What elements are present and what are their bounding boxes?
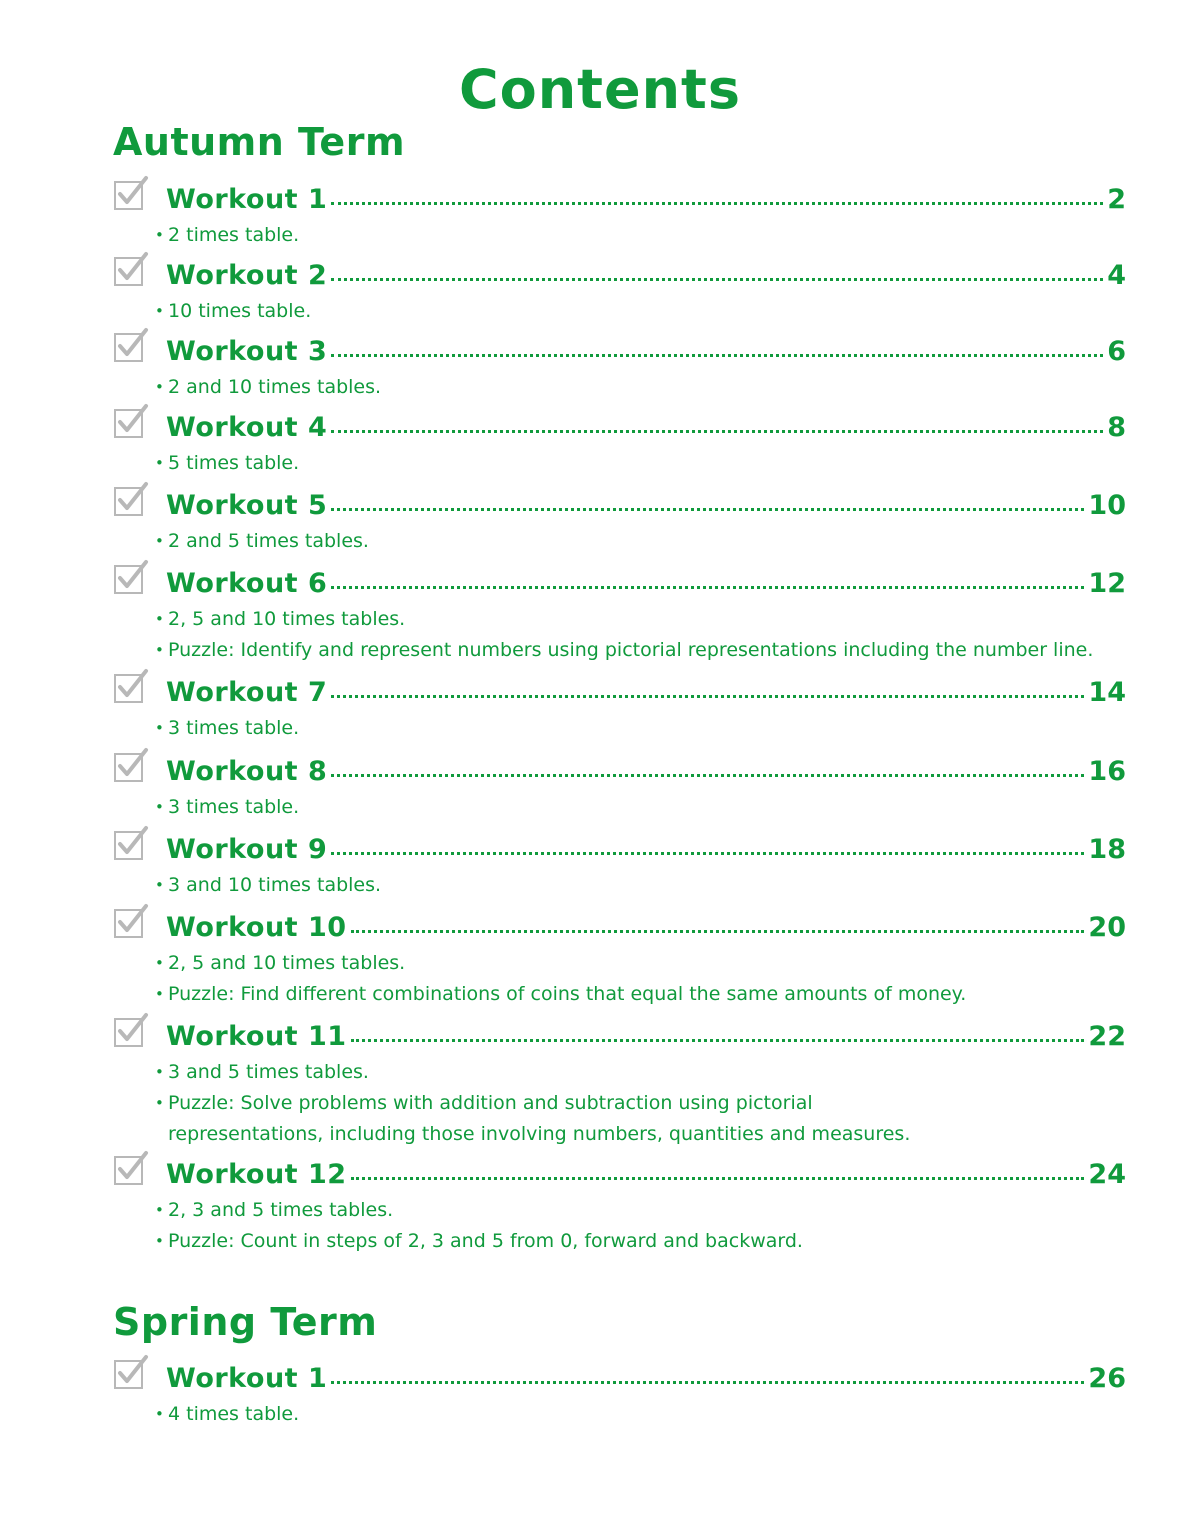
toc-entry[interactable] <box>113 486 1126 557</box>
workout-title: Workout 9 <box>166 834 328 865</box>
page-number: 20 <box>1088 912 1126 943</box>
topic-list <box>155 296 1126 327</box>
dot-leader <box>331 586 1084 589</box>
topic-list <box>155 448 1126 479</box>
workout-title: Workout 11 <box>166 1021 347 1052</box>
topic-item: • 4 times table. <box>155 1399 1126 1430</box>
workout-title: Workout 8 <box>166 756 328 787</box>
topic-item: • 2 and 10 times tables. <box>155 372 1126 403</box>
topic-list <box>155 870 1126 901</box>
topic-item: • Puzzle: Solve problems with addition and subtraction using pictorial representations, including those involving numbers, quantities and measures. <box>155 1088 948 1150</box>
dot-leader <box>331 1381 1084 1384</box>
topic-item: • 3 and 10 times tables. <box>155 870 1126 901</box>
checkbox-tick-icon[interactable] <box>113 1011 153 1051</box>
topic-item: • 2, 5 and 10 times tables. <box>155 604 1126 635</box>
toc-entry[interactable] <box>113 332 1126 403</box>
topic-list <box>155 1399 1126 1430</box>
page-number: 16 <box>1088 756 1126 787</box>
topic-item: • 5 times table. <box>155 448 1126 479</box>
toc-entry[interactable] <box>113 673 1126 744</box>
workout-title: Workout 6 <box>166 568 328 599</box>
topic-list <box>155 948 1126 1010</box>
topic-item: • 3 and 5 times tables. <box>155 1057 1126 1088</box>
toc-entry[interactable] <box>113 752 1126 823</box>
topic-item: • Puzzle: Identify and represent numbers using pictorial representations including the number line. <box>155 635 1126 666</box>
topic-item: • 2 and 5 times tables. <box>155 526 1126 557</box>
dot-leader <box>351 1039 1085 1042</box>
workout-title: Workout 3 <box>166 336 328 367</box>
checkbox-tick-icon[interactable] <box>113 402 153 442</box>
workout-title: Workout 1 <box>166 1363 328 1394</box>
toc-entry[interactable] <box>113 564 1126 666</box>
topic-list <box>155 792 1126 823</box>
workout-title: Workout 7 <box>166 677 328 708</box>
page-number: 12 <box>1088 568 1126 599</box>
page-number: 2 <box>1107 184 1126 215</box>
page-number: 26 <box>1088 1363 1126 1394</box>
topic-list <box>155 604 1126 666</box>
toc-entry[interactable] <box>113 408 1126 479</box>
topic-list <box>155 713 1126 744</box>
dot-leader <box>331 430 1103 433</box>
workout-title: Workout 12 <box>166 1159 347 1190</box>
topic-list <box>155 220 1126 251</box>
topic-list <box>155 1195 1126 1257</box>
toc-entry[interactable] <box>113 1359 1126 1430</box>
checkbox-tick-icon[interactable] <box>113 1149 153 1189</box>
page-number: 18 <box>1088 834 1126 865</box>
page-number: 22 <box>1088 1021 1126 1052</box>
toc-entry[interactable] <box>113 180 1126 251</box>
workout-title: Workout 10 <box>166 912 347 943</box>
workout-title: Workout 2 <box>166 260 328 291</box>
toc-entry[interactable] <box>113 1155 1126 1257</box>
topic-item: • 10 times table. <box>155 296 1126 327</box>
dot-leader <box>331 774 1084 777</box>
topic-item: • 2, 5 and 10 times tables. <box>155 948 1126 979</box>
dot-leader <box>331 695 1084 698</box>
topic-list <box>155 526 1126 557</box>
page-number: 8 <box>1107 412 1126 443</box>
dot-leader <box>331 354 1103 357</box>
dot-leader <box>351 930 1085 933</box>
dot-leader <box>331 852 1084 855</box>
checkbox-tick-icon[interactable] <box>113 667 153 707</box>
toc-entry[interactable] <box>113 830 1126 901</box>
topic-item: • 3 times table. <box>155 792 1126 823</box>
topic-item: • 2, 3 and 5 times tables. <box>155 1195 1126 1226</box>
page-number: 4 <box>1107 260 1126 291</box>
topic-item: • 2 times table. <box>155 220 1126 251</box>
workout-title: Workout 5 <box>166 490 328 521</box>
workout-title: Workout 1 <box>166 184 328 215</box>
topic-item: • Puzzle: Count in steps of 2, 3 and 5 from 0, forward and backward. <box>155 1226 1126 1257</box>
topic-item: • Puzzle: Find different combinations of coins that equal the same amounts of money. <box>155 979 1126 1010</box>
term-heading: Autumn Term <box>113 120 406 164</box>
workout-title: Workout 4 <box>166 412 328 443</box>
topic-list <box>155 372 1126 403</box>
dot-leader <box>331 202 1103 205</box>
checkbox-tick-icon[interactable] <box>113 746 153 786</box>
checkbox-tick-icon[interactable] <box>113 824 153 864</box>
dot-leader <box>331 508 1084 511</box>
checkbox-tick-icon[interactable] <box>113 250 153 290</box>
checkbox-tick-icon[interactable] <box>113 558 153 598</box>
page-number: 10 <box>1088 490 1126 521</box>
checkbox-tick-icon[interactable] <box>113 480 153 520</box>
checkbox-tick-icon[interactable] <box>113 174 153 214</box>
page-number: 6 <box>1107 336 1126 367</box>
page-number: 24 <box>1088 1159 1126 1190</box>
checkbox-tick-icon[interactable] <box>113 902 153 942</box>
topic-list <box>155 1057 1126 1150</box>
checkbox-tick-icon[interactable] <box>113 326 153 366</box>
toc-entry[interactable] <box>113 256 1126 327</box>
checkbox-tick-icon[interactable] <box>113 1353 153 1393</box>
dot-leader <box>351 1177 1085 1180</box>
toc-entry[interactable] <box>113 908 1126 1010</box>
term-heading: Spring Term <box>113 1300 378 1344</box>
page-title: Contents <box>458 58 741 121</box>
toc-entry[interactable] <box>113 1017 1126 1150</box>
page-number: 14 <box>1088 677 1126 708</box>
topic-item: • 3 times table. <box>155 713 1126 744</box>
dot-leader <box>331 278 1103 281</box>
